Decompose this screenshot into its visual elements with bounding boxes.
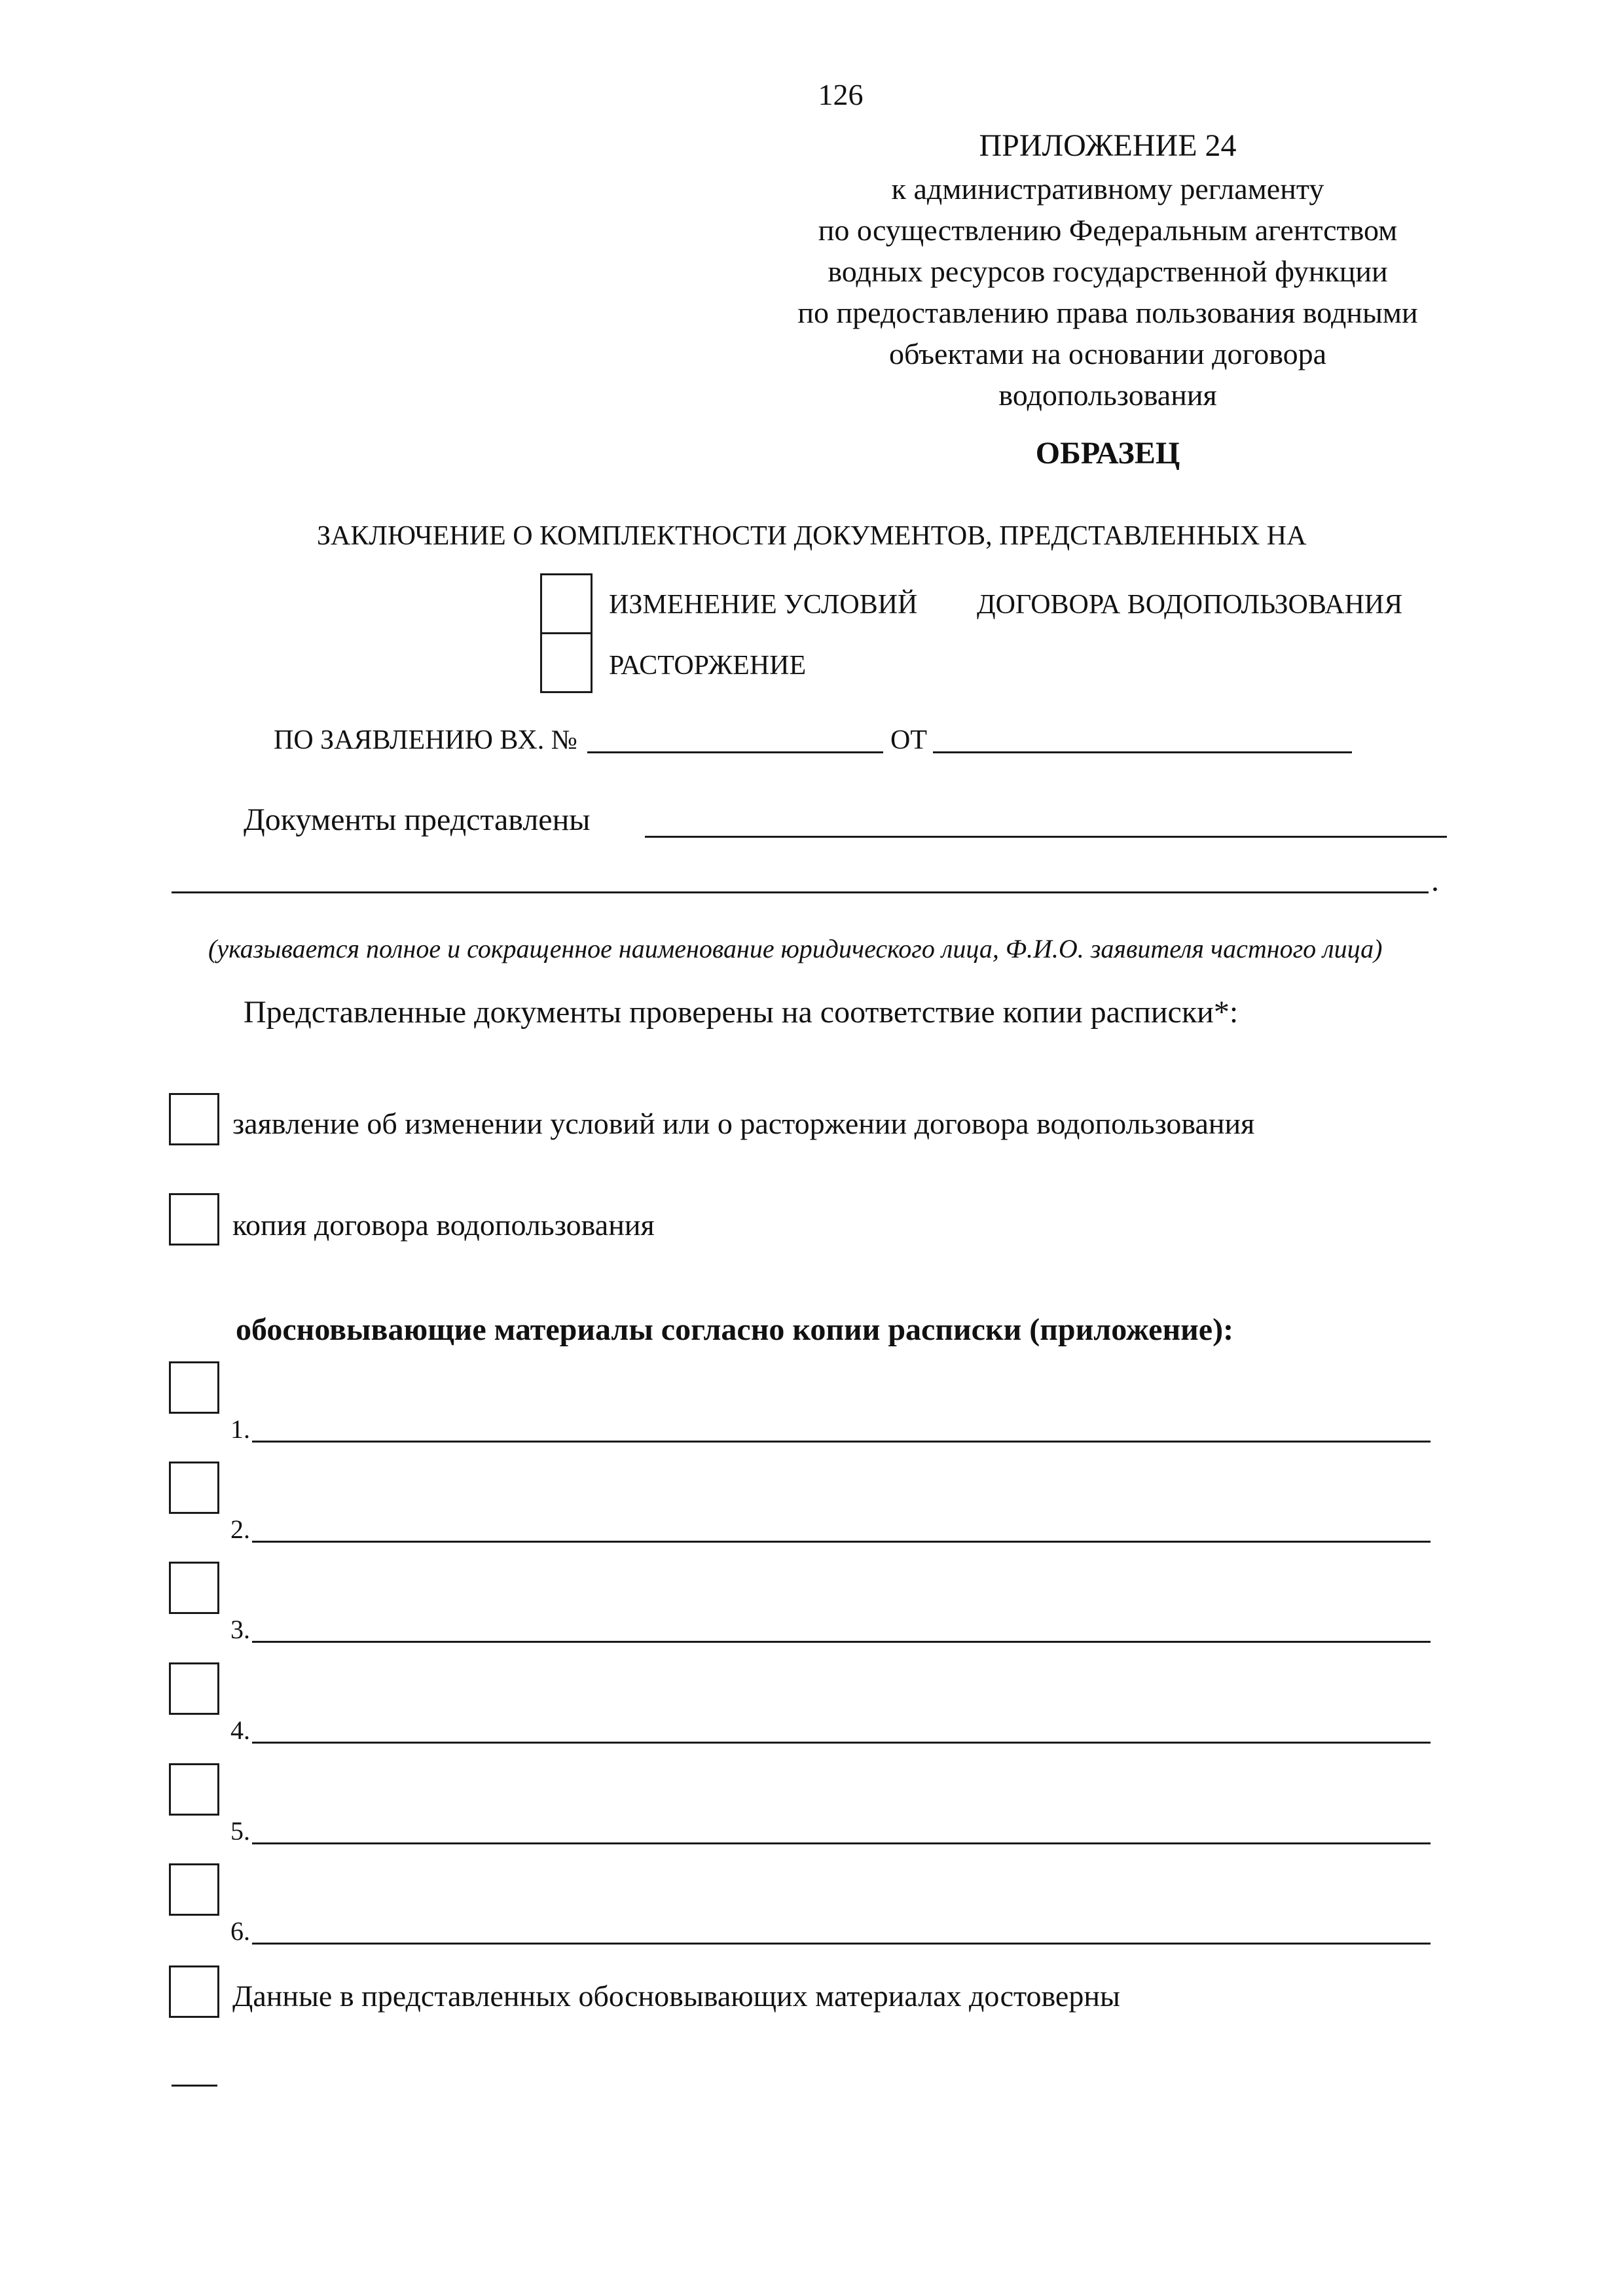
appendix-line-2: по осуществлению Федеральным агентством (818, 213, 1398, 247)
appendix-title: ПРИЛОЖЕНИЕ 24 (979, 128, 1237, 163)
material-5-number: 5. (230, 1816, 250, 1846)
material-6-field[interactable] (252, 1943, 1431, 1945)
material-2-field[interactable] (252, 1541, 1431, 1543)
change-conditions-checkbox[interactable] (540, 573, 593, 634)
material-4-checkbox[interactable] (169, 1662, 219, 1715)
appendix-line-3: водных ресурсов государственной функции (828, 255, 1388, 288)
material-2-checkbox[interactable] (169, 1462, 219, 1514)
material-3-field[interactable] (252, 1641, 1431, 1643)
material-1-number: 1. (230, 1414, 250, 1444)
option-change-label: ИЗМЕНЕНИЕ УСЛОВИЙ (609, 590, 918, 620)
appendix-line-1: к административному регламенту (891, 172, 1324, 206)
documents-submitted-field[interactable] (645, 836, 1447, 838)
name-instruction-note: (указывается полное и сокращенное наименование юридического лица, Ф.И.О. заявителя частного лица) (208, 934, 1383, 963)
material-2-number: 2. (230, 1515, 250, 1544)
data-reliable-label: Данные в представленных обосновывающих материалах достоверны (232, 1979, 1120, 2013)
material-3-checkbox[interactable] (169, 1562, 219, 1614)
application-number-label: ПО ЗАЯВЛЕНИЮ ВХ. № (274, 725, 577, 755)
conclusion-title: ЗАКЛЮЧЕНИЕ О КОМПЛЕКТНОСТИ ДОКУМЕНТОВ, ПРЕДСТАВЛЕННЫХ НА (317, 521, 1307, 551)
material-1-checkbox[interactable] (169, 1361, 219, 1414)
option-termination-label: РАСТОРЖЕНИЕ (609, 651, 807, 681)
contract-copy-label: копия договора водопользования (232, 1208, 655, 1242)
contract-copy-checkbox[interactable] (169, 1193, 219, 1246)
material-4-number: 4. (230, 1715, 250, 1745)
materials-heading: обосновывающие материалы согласно копии расписки (приложение): (236, 1312, 1234, 1347)
material-4-field[interactable] (252, 1742, 1431, 1744)
contract-label: ДОГОВОРА ВОДОПОЛЬЗОВАНИЯ (977, 590, 1403, 620)
checked-statement: Представленные документы проверены на соответствие копии расписки*: (244, 995, 1239, 1030)
sample-label: ОБРАЗЕЦ (1035, 436, 1180, 471)
trailing-period: . (1431, 863, 1439, 898)
application-number-field[interactable] (587, 751, 883, 753)
data-reliable-checkbox[interactable] (169, 1965, 219, 2018)
application-statement-checkbox[interactable] (169, 1093, 219, 1145)
material-5-checkbox[interactable] (169, 1763, 219, 1816)
material-6-number: 6. (230, 1916, 250, 1946)
termination-checkbox[interactable] (540, 632, 593, 693)
appendix-line-6: водопользования (998, 378, 1217, 412)
application-from-label: ОТ (890, 725, 927, 755)
footnote-separator (172, 2085, 217, 2087)
documents-submitted-field-continued[interactable] (172, 891, 1429, 893)
page-number: 126 (818, 78, 864, 111)
appendix-line-5: объектами на основании договора (888, 337, 1327, 370)
application-date-field[interactable] (933, 751, 1352, 753)
material-1-field[interactable] (252, 1441, 1431, 1443)
material-3-number: 3. (230, 1615, 250, 1644)
documents-submitted-label: Документы представлены (244, 802, 591, 837)
material-5-field[interactable] (252, 1842, 1431, 1844)
application-statement-label: заявление об изменении условий или о расторжении договора водопользования (232, 1107, 1255, 1140)
appendix-line-4: по предоставлению права пользования водными (797, 296, 1418, 329)
material-6-checkbox[interactable] (169, 1863, 219, 1916)
